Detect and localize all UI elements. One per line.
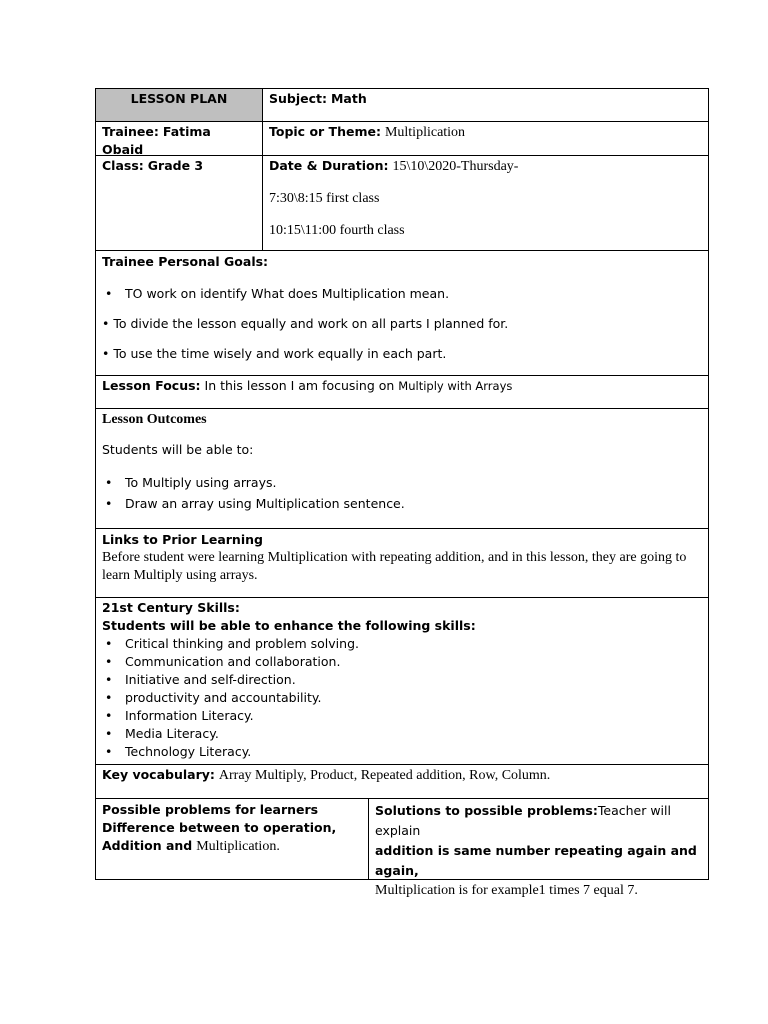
possible-problems-text-1: Difference between to operation, [102,820,337,835]
subject-value: Math [330,91,367,106]
solutions-text-1: Teacher will explain [375,803,671,838]
topic-value: Multiplication [384,125,466,140]
skill-item: • Information Literacy. [102,707,702,725]
subject-label: Subject: [269,91,327,106]
personal-goals-title: Trainee Personal Goals: [102,254,269,269]
possible-problems-title: Possible problems for learners [102,802,319,817]
lesson-focus-highlight: Multiply with Arrays [398,379,513,393]
personal-goals-cell [95,250,709,376]
date-line-1: 15\10\2020-Thursday- [392,159,519,174]
possible-problems-text-2b: Multiplication. [196,839,280,854]
solutions-text-2: addition is same number repeating again and again, [375,843,697,878]
goal-item: • To divide the lesson equally and work on all parts I planned for. [102,316,509,331]
skills-title: 21st Century Skills: [102,600,240,615]
goal-item: • TO work on identify What does Multiplication mean. [102,285,702,303]
outcome-item: • To Multiply using arrays. [102,474,702,492]
key-vocabulary-label: Key vocabulary: [102,767,215,782]
date-label: Date & Duration: [269,158,389,173]
lesson-plan-title-cell [95,88,263,122]
subject-cell [262,88,709,122]
prior-learning-title: Links to Prior Learning [102,532,263,547]
date-line-3: 10:15\11:00 fourth class [269,223,405,238]
topic-cell [262,121,709,156]
date-duration-cell [262,155,709,251]
skill-item: • Technology Literacy. [102,743,702,761]
solutions-text-3: Multiplication is for example1 times 7 equal 7. [375,883,638,898]
outcome-item: • Draw an array using Multiplication sentence. [102,495,702,513]
lesson-focus-cell [95,375,709,409]
prior-learning-cell [95,528,709,598]
key-vocabulary-text: Array Multiply, Product, Repeated addition, Row, Column. [218,768,551,783]
skills-intro: Students will be able to enhance the following skills: [102,618,476,633]
lesson-plan-label: LESSON PLAN [130,91,228,106]
skill-item: • Communication and collaboration. [102,653,702,671]
skills-cell [95,597,709,765]
trainee-label: Trainee: [102,124,159,139]
lesson-focus-text: In this lesson I am focusing on [204,378,395,393]
skill-item: • Critical thinking and problem solving. [102,635,702,653]
class-value: Grade 3 [147,158,204,173]
goal-item: • To use the time wisely and work equally in each part. [102,346,447,361]
skill-item: • productivity and accountability. [102,689,702,707]
skill-item: • Media Literacy. [102,725,702,743]
trainee-value: Fatima Obaid [102,124,211,157]
lesson-focus-label: Lesson Focus: [102,378,201,393]
possible-problems-text-2a: Addition and [102,838,193,853]
lesson-outcomes-title: Lesson Outcomes [102,412,207,427]
possible-problems-cell [95,798,369,880]
class-cell [95,155,263,251]
class-label: Class: [102,158,144,173]
lesson-outcomes-cell [95,408,709,529]
solutions-title: Solutions to possible problems: [375,803,598,818]
skill-item: • Initiative and self-direction. [102,671,702,689]
lesson-outcomes-intro: Students will be able to: [102,442,254,457]
date-line-2: 7:30\8:15 first class [269,191,380,206]
prior-learning-text: Before student were learning Multiplication with repeating addition, and in this lesson, they are going to learn Multiply using arrays. [102,550,687,583]
trainee-cell [95,121,263,156]
key-vocabulary-cell [95,764,709,799]
solutions-cell [368,798,709,898]
topic-label: Topic or Theme: [269,124,381,139]
